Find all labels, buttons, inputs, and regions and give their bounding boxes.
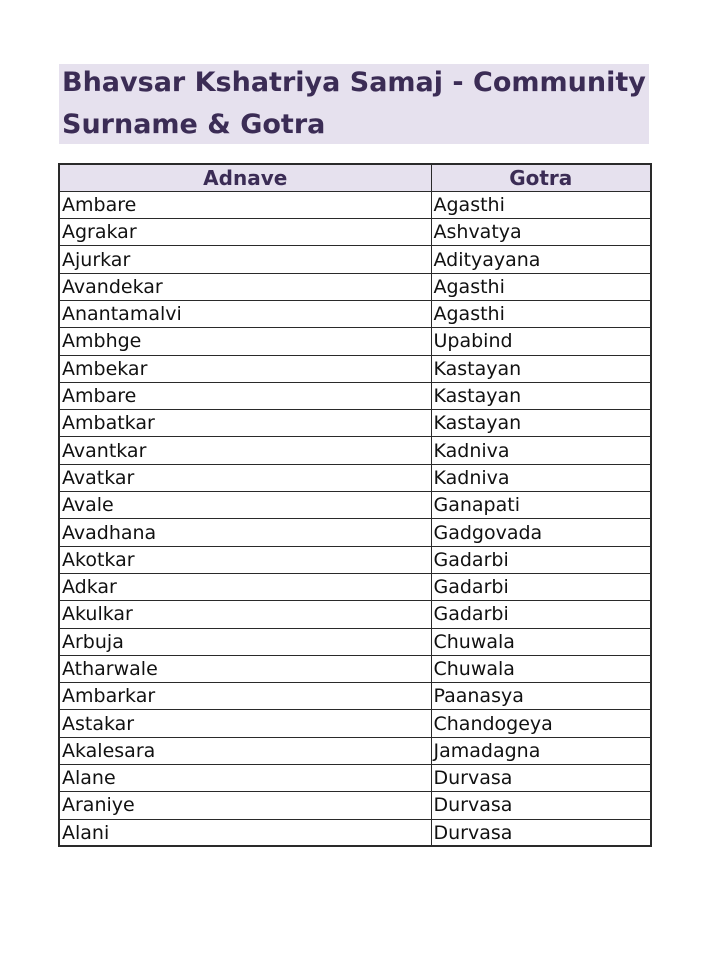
gotra-cell: Gadgovada bbox=[431, 519, 651, 546]
table-row bbox=[59, 246, 651, 273]
table-row bbox=[59, 492, 651, 519]
surname-cell: Avatkar bbox=[59, 464, 431, 491]
table-row bbox=[59, 601, 651, 628]
table-row bbox=[59, 573, 651, 600]
surname-cell: Akulkar bbox=[59, 601, 431, 628]
gotra-cell: Kadniva bbox=[431, 464, 651, 491]
table-row bbox=[59, 519, 651, 546]
gotra-cell: Gadarbi bbox=[431, 546, 651, 573]
table-row bbox=[59, 273, 651, 300]
table-row bbox=[59, 219, 651, 246]
gotra-cell: Chandogeya bbox=[431, 710, 651, 737]
surname-cell: Ambhge bbox=[59, 328, 431, 355]
gotra-cell: Durvasa bbox=[431, 765, 651, 792]
table-row bbox=[59, 546, 651, 573]
gotra-cell: Kastayan bbox=[431, 355, 651, 382]
gotra-cell: Upabind bbox=[431, 328, 651, 355]
column-header-gotra: Gotra bbox=[431, 164, 651, 191]
table-row bbox=[59, 792, 651, 819]
gotra-cell: Gadarbi bbox=[431, 573, 651, 600]
gotra-cell: Durvasa bbox=[431, 792, 651, 819]
gotra-cell: Durvasa bbox=[431, 819, 651, 846]
table-row bbox=[59, 710, 651, 737]
table-row bbox=[59, 437, 651, 464]
surname-cell: Ambatkar bbox=[59, 410, 431, 437]
surname-cell: Avadhana bbox=[59, 519, 431, 546]
table-row bbox=[59, 655, 651, 682]
table-row bbox=[59, 683, 651, 710]
gotra-cell: Kastayan bbox=[431, 410, 651, 437]
title-banner bbox=[59, 64, 649, 144]
gotra-cell: Kastayan bbox=[431, 382, 651, 409]
surname-cell: Astakar bbox=[59, 710, 431, 737]
table-row bbox=[59, 355, 651, 382]
surname-cell: Ajurkar bbox=[59, 246, 431, 273]
surname-cell: Adkar bbox=[59, 573, 431, 600]
surname-cell: Araniye bbox=[59, 792, 431, 819]
surname-cell: Avandekar bbox=[59, 273, 431, 300]
gotra-cell: Chuwala bbox=[431, 628, 651, 655]
table-row bbox=[59, 464, 651, 491]
surname-cell: Ambare bbox=[59, 382, 431, 409]
surname-cell: Ambarkar bbox=[59, 683, 431, 710]
gotra-cell: Ganapati bbox=[431, 492, 651, 519]
gotra-cell: Kadniva bbox=[431, 437, 651, 464]
gotra-cell: Chuwala bbox=[431, 655, 651, 682]
surname-cell: Akotkar bbox=[59, 546, 431, 573]
surname-cell: Alane bbox=[59, 765, 431, 792]
table-header-row bbox=[59, 164, 651, 191]
table-row bbox=[59, 300, 651, 327]
surname-cell: Agrakar bbox=[59, 219, 431, 246]
surname-gotra-table bbox=[58, 163, 652, 847]
surname-cell: Alani bbox=[59, 819, 431, 846]
surname-cell: Anantamalvi bbox=[59, 300, 431, 327]
gotra-cell: Jamadagna bbox=[431, 737, 651, 764]
surname-cell: Arbuja bbox=[59, 628, 431, 655]
table-row bbox=[59, 382, 651, 409]
surname-cell: Akalesara bbox=[59, 737, 431, 764]
table-row bbox=[59, 328, 651, 355]
table-row bbox=[59, 765, 651, 792]
table-row bbox=[59, 737, 651, 764]
table-row bbox=[59, 191, 651, 218]
gotra-cell: Adityayana bbox=[431, 246, 651, 273]
gotra-cell: Gadarbi bbox=[431, 601, 651, 628]
gotra-cell: Agasthi bbox=[431, 191, 651, 218]
page-subtitle: Surname & Gotra bbox=[62, 109, 326, 140]
surname-cell: Atharwale bbox=[59, 655, 431, 682]
surname-cell: Avantkar bbox=[59, 437, 431, 464]
table-row bbox=[59, 819, 651, 846]
gotra-cell: Agasthi bbox=[431, 300, 651, 327]
gotra-cell: Ashvatya bbox=[431, 219, 651, 246]
table-body bbox=[59, 191, 651, 846]
surname-cell: Avale bbox=[59, 492, 431, 519]
gotra-cell: Paanasya bbox=[431, 683, 651, 710]
gotra-cell: Agasthi bbox=[431, 273, 651, 300]
page-title: Bhavsar Kshatriya Samaj - Community bbox=[62, 67, 646, 98]
column-header-surname: Adnave bbox=[59, 164, 431, 191]
surname-cell: Ambekar bbox=[59, 355, 431, 382]
table-row bbox=[59, 628, 651, 655]
surname-cell: Ambare bbox=[59, 191, 431, 218]
table-row bbox=[59, 410, 651, 437]
